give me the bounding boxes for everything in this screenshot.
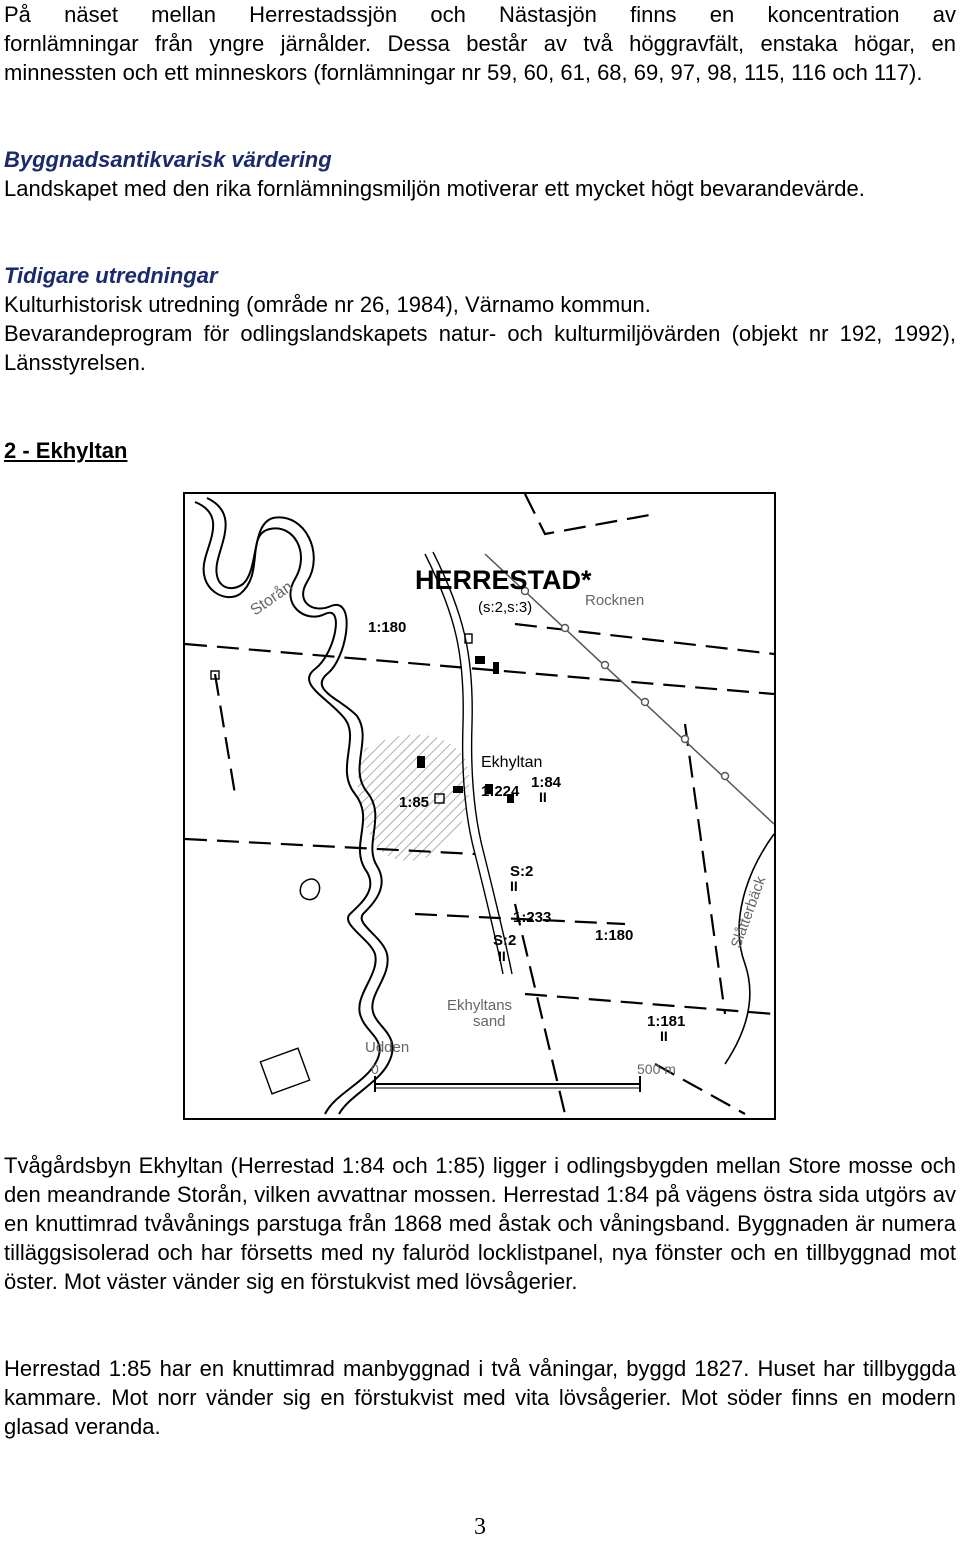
ekhyltan-map: [183, 492, 776, 1120]
label-ekhyltan: Ekhyltan: [481, 754, 543, 771]
label-roman-d: II: [660, 1028, 668, 1044]
label-s2-b: S:2: [493, 932, 517, 949]
building: [493, 662, 499, 674]
description-paragraph-1: Tvågårdsbyn Ekhyltan (Herrestad 1:84 och 1:85) ligger i odlingsbygden mellan Store mosse och den meandrande Storån, vilken avvattnar mossen. Herrestad 1:84 på vägens östra sida utgörs av en knuttimrad tvåvånings parstuga från 1868 med åstak och våningsband. Byggnaden är numera tilläggsisolerad och har försetts med ny faluröd locklistpanel, nya fönster och en tillbyggnad mot öster. Mot väster vänder sig en förstukvist med lövsågerier.: [4, 1153, 956, 1294]
pond: [300, 879, 319, 900]
previous-reports-heading: Tidigare utredningar: [4, 263, 218, 288]
map-title: HERRESTAD*: [415, 565, 592, 595]
label-ekhyltans: Ekhyltans: [447, 997, 513, 1014]
label-1-180-top: 1:180: [368, 619, 407, 636]
label-1-85: 1:85: [399, 794, 430, 811]
label-storan: Storån: [247, 578, 296, 620]
label-roman-b: II: [510, 878, 518, 894]
building: [417, 756, 425, 768]
label-slatterback: Slåtterbäck: [727, 874, 770, 951]
description-paragraph-2: Herrestad 1:85 har en knuttimrad manbyggnad i två våningar, byggd 1827. Huset har tillbyggda kammare. Mot norr vänder sig en förstukvist med vita lövsågerier. Mot söder finns en modern glasad veranda.: [4, 1356, 956, 1439]
label-s2-a: S:2: [510, 863, 534, 880]
label-1-180-mid: 1:180: [595, 927, 634, 944]
building: [260, 1048, 309, 1094]
label-1-181: 1:181: [647, 1013, 686, 1030]
previous-report-1: Kulturhistorisk utredning (område nr 26, 1984), Värnamo kommun.: [4, 292, 651, 317]
previous-report-2: Bevarandeprogram för odlingslandskapets natur- och kulturmiljövärden (objekt nr 192, 1992), Länsstyrelsen.: [4, 321, 956, 375]
label-1-233: 1:233: [513, 909, 552, 926]
label-1-84: 1:84: [531, 774, 562, 791]
stream-slatterback: [725, 834, 774, 1064]
building: [475, 656, 485, 664]
map-subtitle: (s:2,s:3): [478, 599, 533, 616]
scale-end-label: 500 m: [637, 1061, 676, 1077]
scale-zero-label: 0: [371, 1061, 379, 1077]
label-udden: Udden: [365, 1039, 410, 1056]
valuation-text: Landskapet med den rika fornlämningsmiljön motiverar ett mycket högt bevarandevärde.: [4, 176, 865, 201]
intro-line-1: På näset mellan Herrestadssjön och Nästasjön finns en koncentration av: [4, 2, 956, 27]
label-roman-a: II: [539, 789, 547, 805]
label-roman-c: II: [498, 948, 506, 964]
page-number: 3: [474, 1514, 486, 1540]
label-sand: sand: [473, 1013, 506, 1030]
label-rocknen: Rocknen: [585, 592, 645, 609]
scale-bar: [375, 1076, 640, 1092]
label-1-224: 1:224: [481, 783, 520, 800]
valuation-heading: Byggnadsantikvarisk värdering: [4, 147, 332, 172]
intro-paragraph-rest: fornlämningar från yngre järnålder. Dessa består av två höggravfält, enstaka högar, en minnessten och ett minneskors (fornlämningar nr 59, 60, 61, 68, 69, 97, 98, 115, 116 och 117).: [4, 31, 956, 85]
building: [453, 786, 463, 793]
section-heading: 2 - Ekhyltan: [4, 438, 128, 463]
